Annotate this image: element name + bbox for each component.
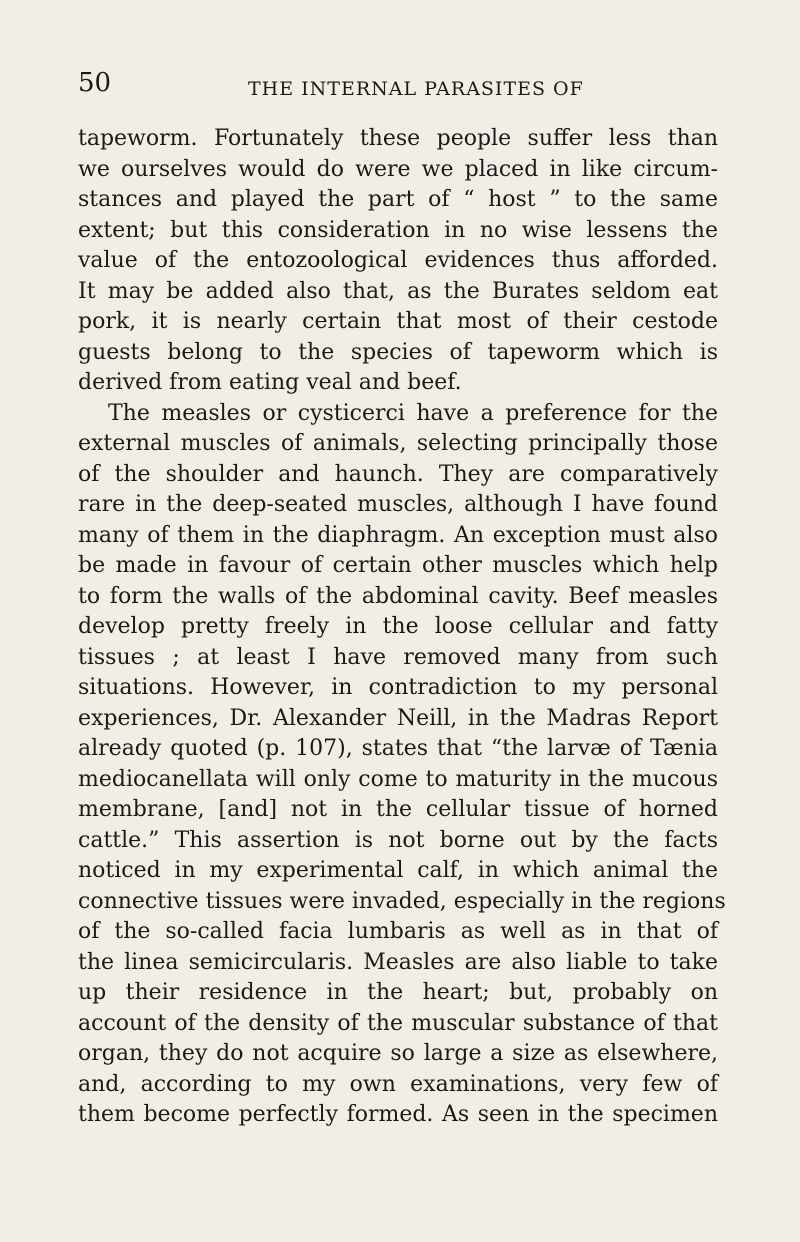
text-line: mediocanellata will only come to maturity in the mucous (78, 766, 718, 792)
text-line: The measles or cysticerci have a preference for the (108, 400, 718, 426)
text-line: membrane, [and] not in the cellular tissue of horned (78, 797, 718, 822)
text-line: to form the walls of the abdominal cavity. Beef measles (78, 583, 718, 609)
body-text (78, 124, 726, 1131)
text-line: connective tissues were invaded, especially in the regions (78, 888, 726, 914)
page-number: 50 (78, 68, 112, 98)
text-line: extent; but this consideration in no wise lessens the (78, 217, 718, 243)
text-line: noticed in my experimental calf, in which animal the (78, 858, 718, 883)
text-line: tapeworm. Fortunately these people suffer less than (78, 126, 718, 151)
text-line: pork, it is nearly certain that most of their cestode (78, 309, 718, 334)
text-line: many of them in the diaphragm. An exception must also (78, 522, 718, 548)
text-line: value of the entozoological evidences thus afforded. (78, 248, 718, 273)
text-line: It may be added also that, as the Burates seldom eat (78, 278, 718, 304)
running-head: THE INTERNAL PARASITES OF (248, 78, 584, 100)
text-line: derived from eating veal and beef. (78, 370, 462, 395)
text-line: experiences, Dr. Alexander Neill, in the Madras Report (78, 705, 718, 731)
text-line: the linea semicircularis. Measles are also liable to take (78, 949, 718, 975)
text-line: we ourselves would do were we placed in like circum- (78, 156, 718, 182)
text-line: stances and played the part of “ host ” to the same (78, 187, 718, 212)
text-line: guests belong to the species of tapeworm which is (78, 339, 718, 365)
text-line: external muscles of animals, selecting principally those (78, 431, 718, 456)
text-line: account of the density of the muscular substance of that (78, 1010, 718, 1036)
text-line: already quoted (p. 107), states that “the larvæ of Tænia (78, 736, 718, 761)
text-line: of the so-called facia lumbaris as well as in that of (78, 919, 718, 944)
text-line: up their residence in the heart; but, probably on (78, 980, 718, 1005)
text-line: situations. However, in contradiction to my personal (78, 675, 718, 700)
text-line: them become perfectly formed. As seen in the specimen (78, 1102, 718, 1127)
text-line: organ, they do not acquire so large a size as elsewhere, (78, 1041, 718, 1066)
text-line: and, according to my own examinations, very few of (78, 1071, 718, 1097)
text-line: be made in favour of certain other muscles which help (78, 553, 718, 578)
text-line: cattle.” This assertion is not borne out by the facts (78, 827, 718, 853)
page-header (78, 68, 718, 108)
text-line: of the shoulder and haunch. They are comparatively (78, 461, 718, 487)
text-line: develop pretty freely in the loose cellular and fatty (78, 614, 718, 639)
text-line: rare in the deep-seated muscles, although I have found (78, 492, 718, 517)
text-line: tissues ; at least I have removed many from such (78, 644, 718, 670)
